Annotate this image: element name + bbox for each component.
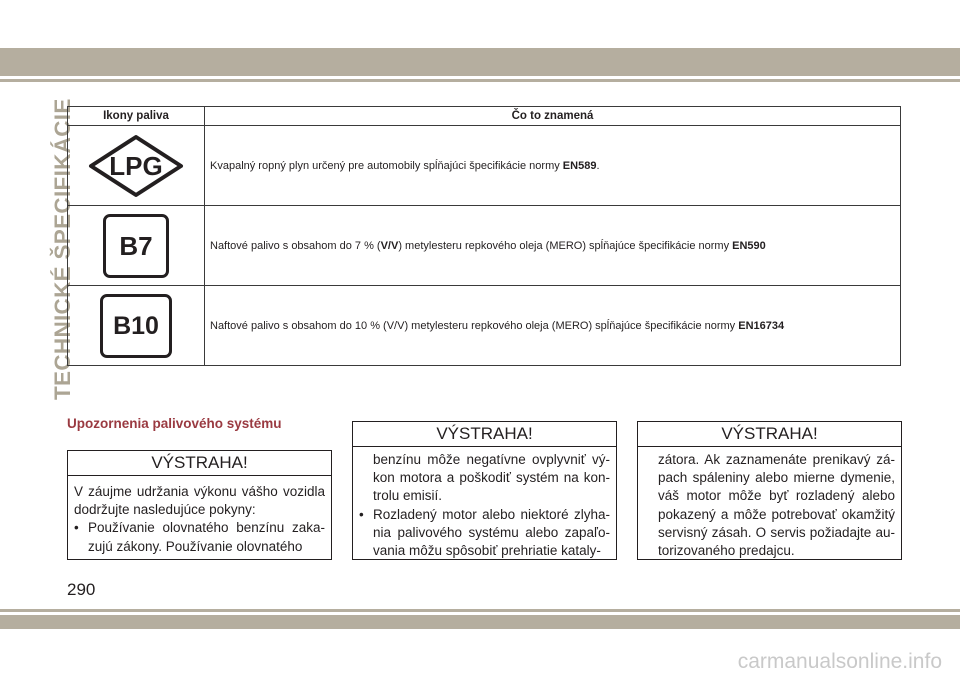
b10-fuel-icon: B10 bbox=[100, 294, 172, 358]
bottom-decorative-line bbox=[0, 609, 960, 612]
norm-en16734: EN16734 bbox=[738, 319, 785, 332]
top-decorative-band bbox=[0, 48, 960, 76]
warning-title: VÝSTRAHA! bbox=[68, 451, 331, 476]
warning-bullet: • Používanie olovnatého benzínu zaka-zujú zákony. Používanie olovnatého bbox=[74, 519, 325, 555]
warning-text: zátora. Ak zaznamenáte prenikavý zá-pach spáleniny alebo mierne dymenie, váš motor môže byť rozladený alebo pokazený a môže potrebovať okamžitý servisný zásah. O servis požiadajte au-torizovaného predajcu. bbox=[658, 452, 895, 559]
chapter-side-title: TECHNICKÉ ŠPECIFIKÁCIE bbox=[50, 98, 75, 400]
norm-en589: EN589 bbox=[562, 159, 597, 172]
warning-box-3 bbox=[637, 421, 902, 560]
bottom-decorative-band bbox=[0, 615, 960, 629]
warning-box-2 bbox=[352, 421, 617, 560]
warning-text: benzínu môže negatívne ovplyvniť vý-kon motora a poškodiť systém na kon-trolu emisií. bbox=[373, 452, 610, 504]
table-header-row bbox=[68, 107, 901, 126]
warning-box-1 bbox=[67, 450, 332, 560]
header-meaning: Čo to znamená bbox=[205, 107, 901, 126]
section-title: Upozornenia palivového systému bbox=[67, 416, 282, 431]
fuel-icons-table bbox=[67, 106, 901, 366]
lpg-icon-label: LPG bbox=[109, 150, 163, 181]
b10-description: Naftové palivo s obsahom do 10 % (V/V) metylesteru repkového oleja (MERO) spĺňajúce špecifikácie normy EN16734 bbox=[205, 286, 901, 366]
warning-title: VÝSTRAHA! bbox=[638, 422, 901, 447]
warning-text: V záujme udržania výkonu vášho vozidla dodržujte nasledujúce pokyny: bbox=[74, 484, 325, 518]
header-fuel-icons: Ikony paliva bbox=[68, 107, 205, 126]
watermark: carmanualsonline.info bbox=[737, 650, 942, 673]
lpg-description: Kvapalný ropný plyn určený pre automobily spĺňajúci špecifikácie normy EN589. bbox=[205, 126, 901, 206]
warning-bullet: • Rozladený motor alebo niektoré zlyha-nia palivového systému alebo zapaľo-vania môžu spôsobiť prehriatie kataly- bbox=[359, 506, 610, 560]
table-row bbox=[68, 126, 901, 206]
warning-title: VÝSTRAHA! bbox=[353, 422, 616, 447]
table-row bbox=[68, 286, 901, 366]
b7-fuel-icon: B7 bbox=[103, 214, 169, 278]
top-decorative-line bbox=[0, 79, 960, 82]
table-row bbox=[68, 206, 901, 286]
b7-description: Naftové palivo s obsahom do 7 % (V/V) metylesteru repkového oleja (MERO) spĺňajúce špecifikácie normy EN590 bbox=[205, 206, 901, 286]
page-number: 290 bbox=[67, 580, 96, 599]
lpg-fuel-icon bbox=[88, 134, 184, 198]
norm-en590: EN590 bbox=[732, 239, 766, 252]
